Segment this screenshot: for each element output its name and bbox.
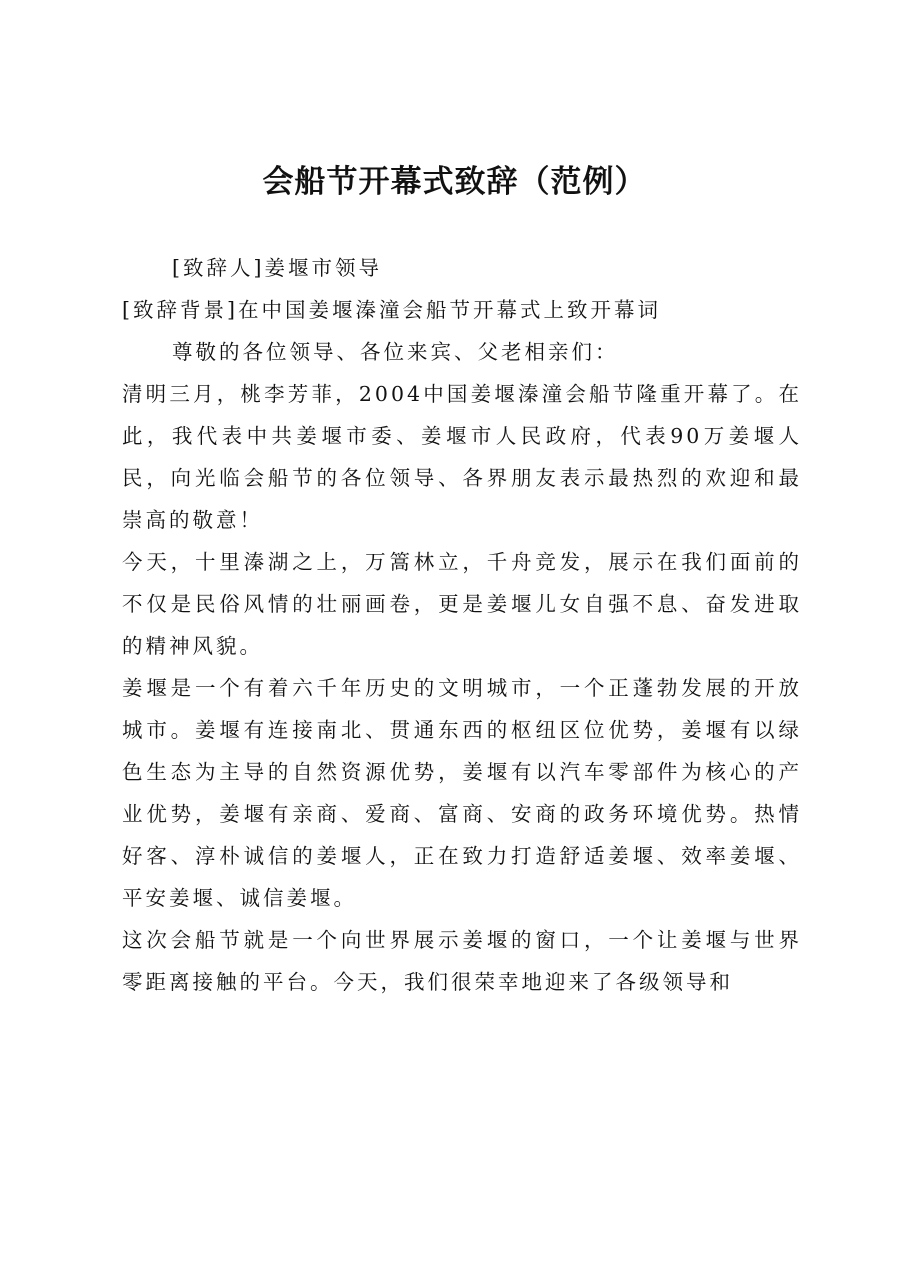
background-line: [致辞背景]在中国姜堰溱潼会船节开幕式上致开幕词: [122, 298, 661, 322]
speaker-line: [致辞人]姜堰市领导: [172, 256, 382, 280]
paragraph-festival: 这次会船节就是一个向世界展示姜堰的窗口，一个让姜堰与世界零距离接触的平台。今天，我们很荣幸地迎来了各级领导和: [122, 928, 802, 994]
document-body: [122, 247, 802, 1003]
paragraph-jiangyan: 姜堰是一个有着六千年历史的文明城市，一个正蓬勃发展的开放城市。姜堰有连接南北、贯通东西的枢纽区位优势，姜堰有以绿色生态为主导的自然资源优势，姜堰有以汽车零部件为核心的产业优势，姜堰有亲商、爱商、富商、安商的政务环境优势。热情好客、淳朴诚信的姜堰人，正在致力打造舒适姜堰、效率姜堰、平安姜堰、诚信姜堰。: [122, 676, 802, 910]
document-title: 会船节开幕式致辞（范例）: [262, 164, 647, 200]
paragraph-today: 今天，十里溱湖之上，万篙林立，千舟竞发，展示在我们面前的不仅是民俗风情的壮丽画卷，更是姜堰儿女自强不息、奋发进取的精神风貌。: [122, 550, 802, 658]
salutation: 尊敬的各位领导、各位来宾、父老相亲们：: [172, 340, 619, 364]
paragraph-opening: 清明三月，桃李芳菲，2004中国姜堰溱潼会船节隆重开幕了。在此，我代表中共姜堰市委、姜堰市人民政府，代表90万姜堰人民，向光临会船节的各位领导、各界朋友表示最热烈的欢迎和最崇高的敬意！: [122, 382, 802, 532]
